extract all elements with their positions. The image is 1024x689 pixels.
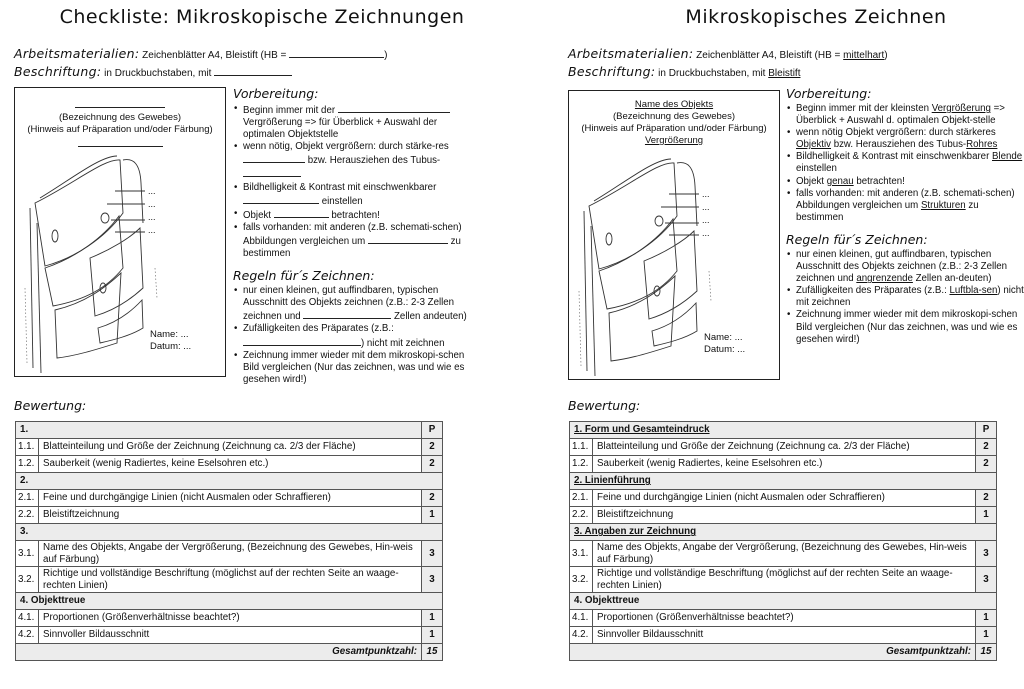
blank[interactable] xyxy=(243,194,319,204)
instruction-text: Objekt xyxy=(796,175,827,187)
labeling-text: in Druckbuchstaben, mit xyxy=(658,68,769,79)
points-cell: 15 xyxy=(976,644,997,661)
points-cell: 1 xyxy=(422,627,443,644)
cell-sketch xyxy=(15,88,225,376)
rule-item xyxy=(796,249,1024,285)
section-row xyxy=(16,422,443,439)
drawing-box xyxy=(568,90,780,380)
materials-text: Zeichenblätter A4, Bleistift (HB = xyxy=(696,50,844,61)
item-text-cell: Feine und durchgängige Linien (nicht Ausmalen oder Schraffieren) xyxy=(39,490,422,507)
instruction-text: bzw. Herausziehen des Tubus- xyxy=(831,139,967,151)
section-row xyxy=(570,473,997,490)
item-number-cell: 1.2. xyxy=(570,456,593,473)
item-number-cell: 1.1. xyxy=(16,439,39,456)
table-row xyxy=(16,541,443,567)
name-label: Name: ... xyxy=(704,332,743,343)
item-number-cell: 2.1. xyxy=(16,490,39,507)
instruction-text: Zeichnung immer wieder mit dem mikroskopi-schen Bild vergleichen (Nur das zeichnen, was und wie es gesehen wird!) xyxy=(243,349,465,385)
points-cell: 15 xyxy=(422,644,443,661)
labeling-line xyxy=(568,64,800,79)
item-text-cell: Blatteinteilung und Größe der Zeichnung (Zeichnung ca. 2/3 der Fläche) xyxy=(593,439,976,456)
table-row xyxy=(16,567,443,593)
rule-item xyxy=(243,285,473,323)
instruction-text: Zufälligkeiten des Präparates (z.B.: xyxy=(796,285,950,297)
labeling-label: Beschriftung: xyxy=(568,64,656,79)
instruction-text: bzw. Herausziehen des Tubus- xyxy=(305,155,441,167)
caption-object: Name des Objekts xyxy=(634,99,714,110)
item-text-cell: 2. Linienführung xyxy=(570,473,997,490)
instruction-text: zu bestimmen xyxy=(243,235,461,260)
points-cell: 3 xyxy=(976,567,997,593)
instruction-text: wenn nötig, Objekt vergrößern: durch stärke-res xyxy=(243,141,449,153)
name-date xyxy=(150,329,191,353)
prep-item xyxy=(243,103,473,141)
item-text-cell: Bleistiftzeichnung xyxy=(593,507,976,524)
instruction-text: Zufälligkeiten des Präparates (z.B.: xyxy=(243,323,394,335)
label-dots xyxy=(148,185,156,237)
total-row xyxy=(16,644,443,661)
instruction-text: ) nicht mit zeichnen xyxy=(796,285,1024,309)
points-cell: 2 xyxy=(422,490,443,507)
section-row xyxy=(570,524,997,541)
prep-heading: Vorbereitung: xyxy=(786,86,872,101)
points-cell: 1 xyxy=(976,610,997,627)
instruction-text: Vergrößerung => für Überblick + Auswahl der optimalen Objektstelle xyxy=(243,117,438,141)
prep-item xyxy=(796,176,1024,188)
worksheet-blank xyxy=(12,0,512,689)
instructions xyxy=(786,86,1024,354)
item-text-cell: Sinnvoller Bildausschnitt xyxy=(593,627,976,644)
total-row xyxy=(570,644,997,661)
table-row xyxy=(570,610,997,627)
instruction-text: => Überblick + Auswahl d. optimalen Objekt-stelle xyxy=(796,103,1005,127)
item-number-cell: 2.1. xyxy=(570,490,593,507)
item-number-cell: 3.2. xyxy=(16,567,39,593)
item-number-cell: 4.2. xyxy=(570,627,593,644)
item-text-cell: Sinnvoller Bildausschnitt xyxy=(39,627,422,644)
item-text-cell: 4. Objekttreue xyxy=(570,593,997,610)
item-text-cell: Gesamtpunktzahl: xyxy=(570,644,976,661)
rules-list xyxy=(233,285,473,386)
materials-end: ) xyxy=(884,50,888,61)
date-label: Datum: ... xyxy=(150,341,192,352)
label-dot-4: ... xyxy=(148,225,156,235)
prep-item xyxy=(796,127,1024,151)
item-text-cell: Richtige und vollständige Beschriftung (möglichst auf der rechten Seite an waage-rechten Linien) xyxy=(39,567,422,593)
blank[interactable] xyxy=(243,167,301,177)
points-cell: 2 xyxy=(976,439,997,456)
item-text-cell: Proportionen (Größenverhältnisse beachtet?) xyxy=(593,610,976,627)
item-text-cell: 1. Form und Gesamteindruck xyxy=(570,422,976,439)
materials-blank[interactable] xyxy=(289,48,384,58)
points-cell: 1 xyxy=(422,507,443,524)
labeling-text: in Druckbuchstaben, mit xyxy=(104,68,215,79)
instruction-text: betrachten! xyxy=(328,209,380,221)
caption-preparation: (Hinweis auf Präparation und/oder Färbung) xyxy=(27,124,213,135)
points-cell: P xyxy=(976,422,997,439)
prep-item xyxy=(243,208,473,222)
table-row xyxy=(16,456,443,473)
item-number-cell: 2.2. xyxy=(16,507,39,524)
caption-magnification: Vergrößerung xyxy=(644,135,704,146)
section-row xyxy=(16,593,443,610)
blank[interactable] xyxy=(303,309,391,319)
eval-heading: Bewertung: xyxy=(568,398,641,413)
caption-preparation: (Hinweis auf Präparation und/oder Färbung) xyxy=(581,123,767,134)
item-number-cell: 3.1. xyxy=(16,541,39,567)
label-dot-1: ... xyxy=(702,189,710,199)
points-cell: 2 xyxy=(422,456,443,473)
item-text-cell: Sauberkeit (wenig Radiertes, keine Eselsohren etc.) xyxy=(39,456,422,473)
prep-list xyxy=(786,103,1024,224)
points-cell: 1 xyxy=(422,610,443,627)
blank[interactable] xyxy=(338,103,450,113)
instruction-text: nur einen kleinen, gut auffindbaren, typischen Ausschnitt des Objekts zeichnen (z.B.: 2-3 Zellen zeichnen und xyxy=(243,285,455,323)
table-row xyxy=(570,439,997,456)
filled-answer: Vergrößerung xyxy=(931,103,991,114)
rule-item xyxy=(243,350,473,386)
table-row xyxy=(16,439,443,456)
instruction-text: Bildhelligkeit & Kontrast mit einschwenkbarer xyxy=(796,151,992,163)
cell-sketch xyxy=(569,91,779,379)
table-row xyxy=(570,567,997,593)
section-row xyxy=(16,473,443,490)
materials-line xyxy=(14,46,388,61)
label-dot-3: ... xyxy=(702,215,710,225)
rule-item xyxy=(243,323,473,349)
label-dot-3: ... xyxy=(148,212,156,222)
points-cell: 1 xyxy=(976,507,997,524)
instruction-text: ) nicht mit zeichnen xyxy=(361,337,445,349)
materials-fill: mittelhart xyxy=(843,50,885,61)
item-text-cell: Name des Objekts, Angabe der Vergrößerung, (Bezeichnung des Gewebes, Hin-weis auf Färbung) xyxy=(593,541,976,567)
item-text-cell: Blatteinteilung und Größe der Zeichnung (Zeichnung ca. 2/3 der Fläche) xyxy=(39,439,422,456)
item-text-cell: 3. xyxy=(16,524,443,541)
materials-label: Arbeitsmaterialien: xyxy=(14,46,140,61)
section-row xyxy=(570,593,997,610)
table-row xyxy=(16,627,443,644)
labeling-line xyxy=(14,64,292,79)
table-row xyxy=(16,507,443,524)
item-number-cell: 4.2. xyxy=(16,627,39,644)
rules-list xyxy=(786,249,1024,346)
filled-answer: Objektiv xyxy=(796,139,831,151)
filled-answer: angrenzende xyxy=(856,273,913,285)
item-number-cell: 3.2. xyxy=(570,567,593,593)
points-cell: 3 xyxy=(422,567,443,593)
prep-heading: Vorbereitung: xyxy=(233,86,319,101)
filled-answer: Rohres xyxy=(966,139,998,151)
table-row xyxy=(570,456,997,473)
points-cell: 1 xyxy=(976,627,997,644)
label-dot-1: ... xyxy=(148,186,156,196)
name-date xyxy=(704,332,745,356)
eval-heading: Bewertung: xyxy=(14,398,87,413)
instruction-text: Zellen an-deuten) xyxy=(912,273,992,285)
rules-heading: Regeln für ́s Zeichnen: xyxy=(786,231,928,247)
table-row xyxy=(570,627,997,644)
instruction-text: Objekt xyxy=(243,209,274,221)
prep-item xyxy=(243,141,473,181)
prep-item xyxy=(243,182,473,208)
prep-item xyxy=(796,188,1024,224)
points-cell: 2 xyxy=(976,456,997,473)
instruction-text: Bildhelligkeit & Kontrast mit einschwenkbarer xyxy=(243,181,437,193)
labeling-label: Beschriftung: xyxy=(14,64,102,79)
caption-tissue: (Bezeichnung des Gewebes) xyxy=(59,112,181,123)
points-cell: 3 xyxy=(976,541,997,567)
instruction-text: Zeichnung immer wieder mit dem mikroskopi-schen Bild vergleichen (Nur das zeichnen, was und wie es gesehen wird!) xyxy=(796,309,1018,345)
item-text-cell: Richtige und vollständige Beschriftung (möglichst auf der rechten Seite an waage-rechten Linien) xyxy=(593,567,976,593)
section-row xyxy=(16,524,443,541)
table-row xyxy=(16,610,443,627)
instruction-text: Beginn immer mit der xyxy=(243,105,338,116)
item-text-cell: Proportionen (Größenverhältnisse beachtet?) xyxy=(39,610,422,627)
item-number-cell: 2.2. xyxy=(570,507,593,524)
blank[interactable] xyxy=(274,208,329,218)
label-dot-2: ... xyxy=(702,202,710,212)
label-dot-2: ... xyxy=(148,199,156,209)
label-dots xyxy=(702,188,710,240)
prep-item xyxy=(243,222,473,260)
blank[interactable] xyxy=(243,153,305,163)
rules-heading: Regeln für ́s Zeichnen: xyxy=(233,268,375,284)
materials-end: ) xyxy=(384,50,388,61)
materials-line xyxy=(568,46,888,61)
name-label: Name: ... xyxy=(150,329,189,340)
label-dot-4: ... xyxy=(702,228,710,238)
instruction-text: zu bestimmen xyxy=(796,199,979,223)
item-text-cell: Sauberkeit (wenig Radiertes, keine Eselsohren etc.) xyxy=(593,456,976,473)
item-text-cell: Name des Objekts, Angabe der Vergrößerung, (Bezeichnung des Gewebes, Hin-weis auf Färbung) xyxy=(39,541,422,567)
section-row xyxy=(570,422,997,439)
item-number-cell: 4.1. xyxy=(570,610,593,627)
instruction-text: einstellen xyxy=(319,195,363,207)
item-text-cell: 1. xyxy=(16,422,422,439)
instruction-text: Zellen andeuten) xyxy=(391,311,467,323)
page-title: Mikroskopisches Zeichnen xyxy=(685,6,947,28)
filled-answer: Strukturen xyxy=(920,199,966,211)
rule-item xyxy=(796,309,1024,345)
blank[interactable] xyxy=(243,336,361,346)
table-row xyxy=(570,507,997,524)
points-cell: 2 xyxy=(976,490,997,507)
rule-item xyxy=(796,285,1024,309)
instruction-text: falls vorhanden: mit anderen (z.B. schemati-schen) Abbildungen vergleichen um xyxy=(243,221,462,247)
item-text-cell: Bleistiftzeichnung xyxy=(39,507,422,524)
prep-item xyxy=(796,103,1024,127)
page-title: Checkliste: Mikroskopische Zeichnungen xyxy=(59,6,465,28)
instruction-text: wenn nötig Objekt vergrößern: durch stärkeres xyxy=(796,127,996,139)
drawing-box xyxy=(14,87,226,377)
caption-tissue: (Bezeichnung des Gewebes) xyxy=(613,111,735,122)
instruction-text: falls vorhanden: mit anderen (z.B. schemati-schen) Abbildungen vergleichen um xyxy=(796,187,1015,211)
item-number-cell: 1.2. xyxy=(16,456,39,473)
labeling-blank[interactable] xyxy=(214,66,292,76)
item-number-cell: 3.1. xyxy=(570,541,593,567)
score-table xyxy=(15,421,443,661)
points-cell: 3 xyxy=(422,541,443,567)
blank[interactable] xyxy=(368,234,448,244)
materials-text: Zeichenblätter A4, Bleistift (HB = xyxy=(142,50,290,61)
worksheet-filled xyxy=(566,0,1024,689)
instruction-text: einstellen xyxy=(796,163,837,175)
prep-item xyxy=(796,151,1024,175)
item-text-cell: 4. Objekttreue xyxy=(16,593,443,610)
table-row xyxy=(16,490,443,507)
materials-label: Arbeitsmaterialien: xyxy=(568,46,694,61)
item-text-cell: 3. Angaben zur Zeichnung xyxy=(570,524,997,541)
prep-list xyxy=(233,103,473,260)
item-number-cell: 4.1. xyxy=(16,610,39,627)
instruction-text: nur einen kleinen, gut auffindbaren, typischen Ausschnitt des Objekts zeichnen (z.B.: 2-3 Zellen zeichnen und xyxy=(796,248,1008,285)
instruction-text: Beginn immer mit der kleinsten xyxy=(796,103,932,114)
item-number-cell: 1.1. xyxy=(570,439,593,456)
filled-answer: Luftbla-sen xyxy=(949,285,998,297)
points-cell: 2 xyxy=(422,439,443,456)
filled-answer: Blende xyxy=(992,151,1023,163)
filled-answer: genau xyxy=(826,175,854,187)
instruction-text: betrachten! xyxy=(853,175,905,187)
points-cell: P xyxy=(422,422,443,439)
table-row xyxy=(570,541,997,567)
item-text-cell: Feine und durchgängige Linien (nicht Ausmalen oder Schraffieren) xyxy=(593,490,976,507)
date-label: Datum: ... xyxy=(704,344,746,355)
item-text-cell: Gesamtpunktzahl: xyxy=(16,644,422,661)
labeling-fill: Bleistift xyxy=(768,68,801,79)
score-table xyxy=(569,421,997,661)
table-row xyxy=(570,490,997,507)
item-text-cell: 2. xyxy=(16,473,443,490)
instructions xyxy=(233,86,473,394)
